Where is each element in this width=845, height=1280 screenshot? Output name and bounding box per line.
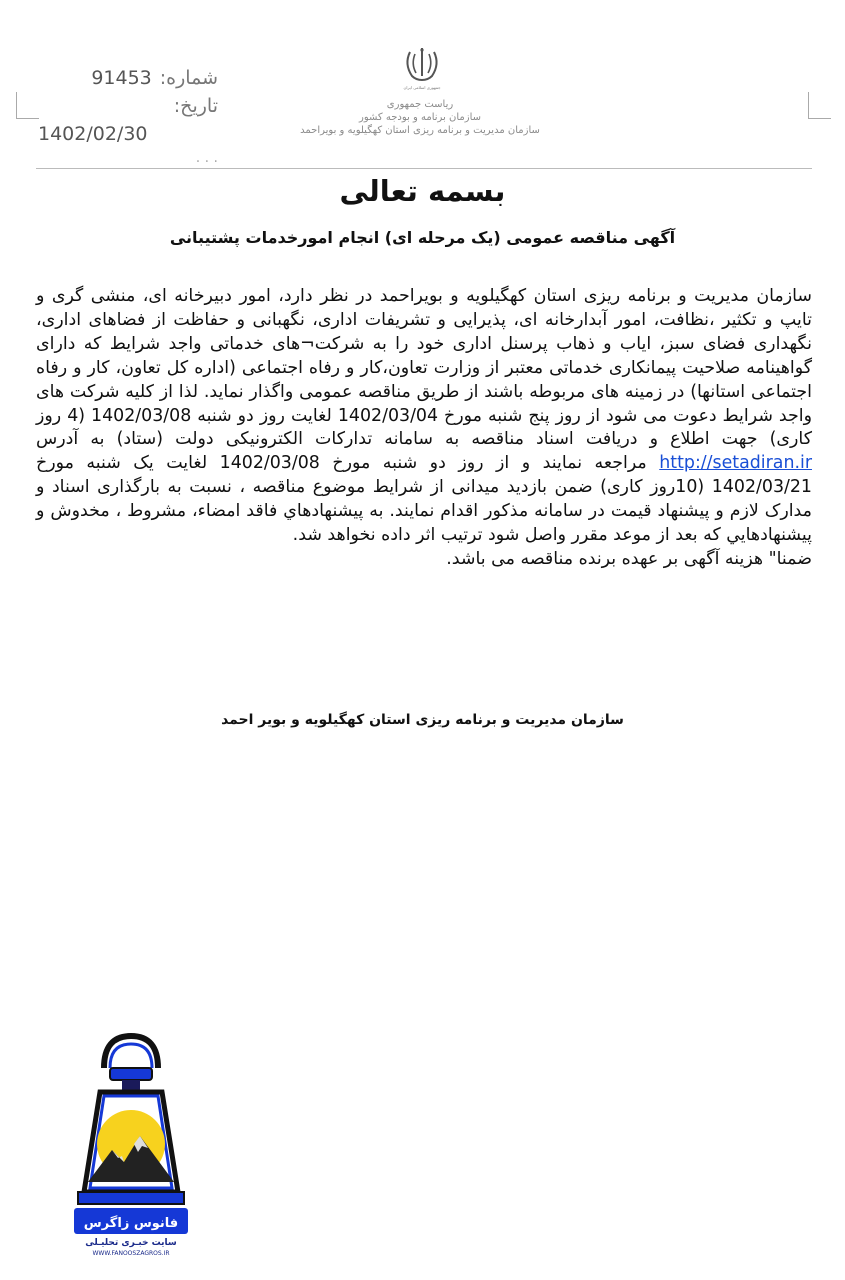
- body-date-upload-start: 1402/03/08: [219, 453, 320, 474]
- org-header: [220, 98, 620, 137]
- body-text-d: مراجعه نمایند و از روز دو شنبه مورخ: [332, 453, 647, 474]
- emblem-caption: جمهوری اسلامی ایران: [403, 85, 441, 90]
- letter-meta-cut-line: · · ·: [195, 154, 218, 170]
- logo-name: فانوس زاگرس: [83, 1216, 179, 1231]
- body-date-start: 1402/03/04: [337, 405, 439, 426]
- letter-date-value-row: [38, 120, 218, 148]
- notice-paragraph-main: [36, 285, 812, 548]
- body-text-f: (10روز کاری) ضمن بازدید میدانی از شرایط موضوع مناقصه ، نسبت به بارگذاری اسناد و مدارک لازم و پیشنهاد قیمت در سامانه مذکور اقدام نمایند. به پيشنهادهاي فاقد امضاء، مشروط ، مخدوش و پيشنهادهايي كه بعد از موعد مقرر واصل شود ترتيب اثر داده نخواهد شد.: [36, 477, 812, 546]
- org-line-province: سازمان مدیریت و برنامه ریزی استان کهگیلویه و بویراحمد: [300, 125, 540, 136]
- page-subtitle: آگهی مناقصه عمومی (یک مرحله ای) انجام امورخدمات پشتیبانی: [169, 228, 676, 247]
- org-line-presidency: ریاست جمهوری: [386, 99, 454, 110]
- logo-caption: [64, 1238, 198, 1258]
- page-title: بسمه تعالی: [339, 174, 506, 208]
- notice-paragraph-cost: ضمنا" هزینه آگهی بر عهده برنده مناقصه می باشد.: [446, 548, 812, 569]
- body-date-upload-end: 1402/03/21: [711, 477, 812, 498]
- corner-mark-left: [16, 92, 39, 119]
- body-date-end: 1402/03/08: [91, 405, 192, 426]
- letter-meta: [38, 64, 218, 170]
- signature: سازمان مدیریت و برنامه ریزی استان کهگیلویه و بویر احمد: [221, 712, 624, 728]
- letter-date-label: تاریخ:: [173, 95, 218, 117]
- body-text-a: سازمان مدیریت و برنامه ریزی استان کهگیلویه و بویراحمد در نظر دارد، امور دبیرخانه ای، منشی گری و تایپ و تکثیر ،نظافت، امور آبدارخانه ای، پذیرایی و تشریفات اداری، نگهبانی و حفاظت از فضاهای اداری، نگهداری فضای سبز، ایاب و ذهاب پرسنل اداری خود را به شرکت¬های خدماتی واجد شرایط که دارای گواهینامه صلاحیت پیمانکاری خدماتی معتبر از وزارت تعاون،کار و رفاه اجتماعی (اداره کل تعاون، کار و رفاه اجتماعی استانها) در زمینه های مربوطه باشند از طریق مناقصه عمومی واگذار نماید. لذا از کلیه شرکت های واجد شرایط دعوت می شود از روز پنج شنبه مورخ: [36, 286, 812, 426]
- body-text-b: لغایت روز دو شنبه: [197, 405, 332, 426]
- letter-number-value: 91453: [91, 67, 152, 89]
- logo-tagline: سایت خبـری تحلیـلی: [85, 1238, 177, 1248]
- setadiran-link[interactable]: http://setadiran.ir: [659, 453, 812, 474]
- header-divider: [36, 168, 812, 169]
- body-text-e: لغایت یک شنبه مورخ: [36, 453, 208, 474]
- body-text-c: (4 روز کاری) جهت اطلاع و دریافت اسناد مناقصه به سامانه تدارکات الکترونیکی دولت (ستاد) به آدرس: [36, 405, 812, 450]
- org-line-budget: سازمان برنامه و بودجه کشور: [358, 112, 482, 123]
- iran-emblem-icon: [400, 44, 444, 92]
- notice-body: [36, 285, 812, 572]
- corner-mark-right: [808, 92, 831, 119]
- letter-date-value: 1402/02/30: [38, 123, 148, 145]
- letter-number-label: شماره:: [159, 67, 218, 89]
- letter-date-row: [38, 92, 218, 120]
- logo-site: WWW.FANOOSZAGROS.IR: [92, 1250, 170, 1257]
- letter-number-row: [38, 64, 218, 92]
- lantern-logo-icon: [70, 1032, 192, 1250]
